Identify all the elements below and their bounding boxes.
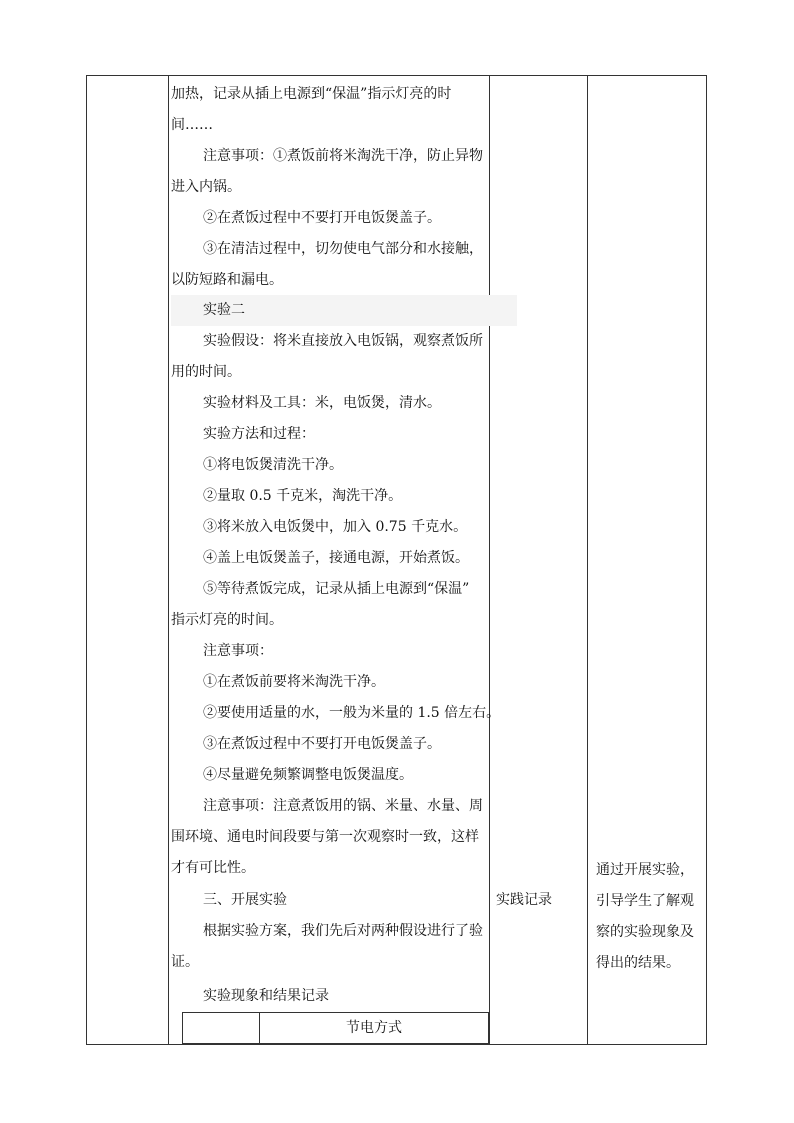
text-line: ①在煮饭前要将米淘洗干净。	[203, 674, 385, 690]
text-line: ③在清洁过程中，切勿使电气部分和水接触，	[203, 241, 483, 257]
text-line: 间……	[171, 117, 213, 133]
text-line: ①将电饭煲清洗干净。	[203, 457, 343, 473]
text-line: 注意事项：①煮饭前将米淘洗干净，防止异物	[203, 148, 483, 164]
intent-line: 得出的结果。	[596, 955, 680, 971]
text-line: 根据实验方案，我们先后对两种假设进行了验	[203, 923, 483, 939]
column-divider	[168, 75, 169, 1045]
text-line: ④尽量避免频繁调整电饭煲温度。	[203, 767, 413, 783]
column-divider	[587, 75, 588, 1045]
text-line: 注意事项：注意煮饭用的锅、米量、水量、周	[203, 798, 483, 814]
intent-line: 察的实验现象及	[596, 924, 694, 940]
section-heading: 实验二	[171, 295, 517, 326]
text-line: 进入内锅。	[171, 179, 241, 195]
intent-line: 引导学生了解观	[596, 893, 694, 909]
text-line: ④盖上电饭煲盖子，接通电源，开始煮饭。	[203, 550, 469, 566]
text-line: 加热，记录从插上电源到“保温”指示灯亮的时	[171, 86, 452, 102]
table-header-cell: 节电方式	[346, 1020, 402, 1036]
text-line: 证。	[171, 954, 199, 970]
text-line: ⑤等待煮饭完成，记录从插上电源到“保温”	[203, 581, 470, 597]
text-line: 才有可比性。	[171, 860, 255, 876]
intent-line: 通过开展实验，	[596, 862, 694, 878]
text-line: 围环境、通电时间段要与第一次观察时一致，这样	[171, 829, 479, 845]
section-heading: 三、开展实验	[203, 892, 287, 908]
text-line: 实验现象和结果记录	[203, 988, 329, 1004]
text-line: 以防短路和漏电。	[171, 272, 283, 288]
text-line: 实验假设：将米直接放入电饭锅，观察煮饭所	[203, 333, 483, 349]
text-line: ②在煮饭过程中不要打开电饭煲盖子。	[203, 210, 441, 226]
text-line: 指示灯亮的时间。	[171, 612, 283, 628]
text-line: ③在煮饭过程中不要打开电饭煲盖子。	[203, 736, 441, 752]
text-line: ②要使用适量的水，一般为米量的 1.5 倍左右。	[203, 705, 501, 721]
results-record-table	[182, 1012, 489, 1044]
text-line: 实验材料及工具：米，电饭煲，清水。	[203, 395, 441, 411]
text-line: ③将米放入电饭煲中，加入 0.75 千克水。	[203, 519, 468, 535]
text-line: 注意事项：	[203, 643, 273, 659]
text-line: ②量取 0.5 千克米，淘洗干净。	[203, 488, 403, 504]
text-line: 实验方法和过程：	[203, 426, 315, 442]
text-line: 用的时间。	[171, 364, 241, 380]
student-activity-text: 实践记录	[496, 892, 552, 908]
